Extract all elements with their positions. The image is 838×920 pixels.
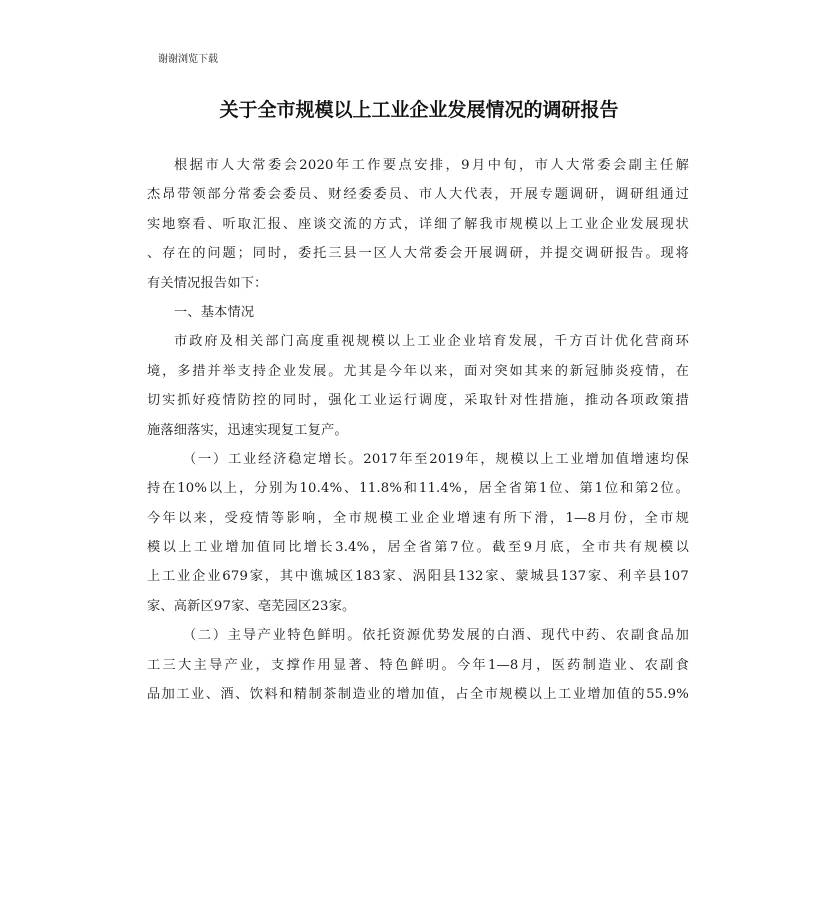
paragraph-line: 上工业企业679家，其中谯城区183家、涡阳县132家、蒙城县137家、利辛县107 [147,569,689,585]
paragraph-line: 市政府及相关部门高度重视规模以上工业企业培育发展，千方百计优化营商环 [174,334,689,350]
paragraph-line: 施落细落实，迅速实现复工复产。 [147,422,348,438]
document-body [147,151,689,709]
document-title: 关于全市规模以上工业企业发展情况的调研报告 [219,99,619,121]
paragraph-line: 根据市人大常委会2020年工作要点安排，9月中旬，市人大常委会副主任解 [174,158,689,173]
section-heading: 一、基本情况 [174,304,255,320]
paragraph-line: 模以上工业增加值同比增长3.4%，居全省第7位。截至9月底，全市共有规模以 [147,540,689,556]
paragraph-line: 杰昂带领部分常委会委员、财经委委员、市人大代表，开展专题调研，调研组通过 [147,187,689,203]
paragraph-line: 持在10%以上，分别为10.4%、11.8%和11.4%，居全省第1位、第1位和第2位。 [147,481,689,497]
paragraph-line: 工三大主导产业，支撑作用显著、特色鲜明。今年1—8月，医药制造业、农副食 [147,657,689,673]
paragraph-line: 切实抓好疫情防控的同时，强化工业运行调度，采取针对性措施，推动各项政策措 [147,393,689,409]
header-note: 谢谢浏览下载 [158,54,218,65]
paragraph-line: 今年以来，受疫情等影响，全市规模工业企业增速有所下滑，1—8月份，全市规 [147,510,689,526]
paragraph-line: （二）主导产业特色鲜明。依托资源优势发展的白酒、现代中药、农副食品加 [183,628,689,644]
paragraph-line: 家、高新区97家、亳芜园区23家。 [147,598,356,614]
paragraph-line: 品加工业、酒、饮料和精制茶制造业的增加值，占全市规模以上工业增加值的55.9% [147,687,689,703]
paragraph-line: 实地察看、听取汇报、座谈交流的方式，详细了解我市规模以上工业企业发展现状 [147,216,689,232]
paragraph-line: 有关情况报告如下： [147,275,268,291]
paragraph-line: 、存在的问题；同时，委托三县一区人大常委会开展调研，并提交调研报告。现将 [147,246,689,262]
paragraph-line: （一）工业经济稳定增长。2017年至2019年，规模以上工业增加值增速均保 [183,451,689,467]
paragraph-line: 境，多措并举支持企业发展。尤其是今年以来，面对突如其来的新冠肺炎疫情，在 [147,363,689,379]
